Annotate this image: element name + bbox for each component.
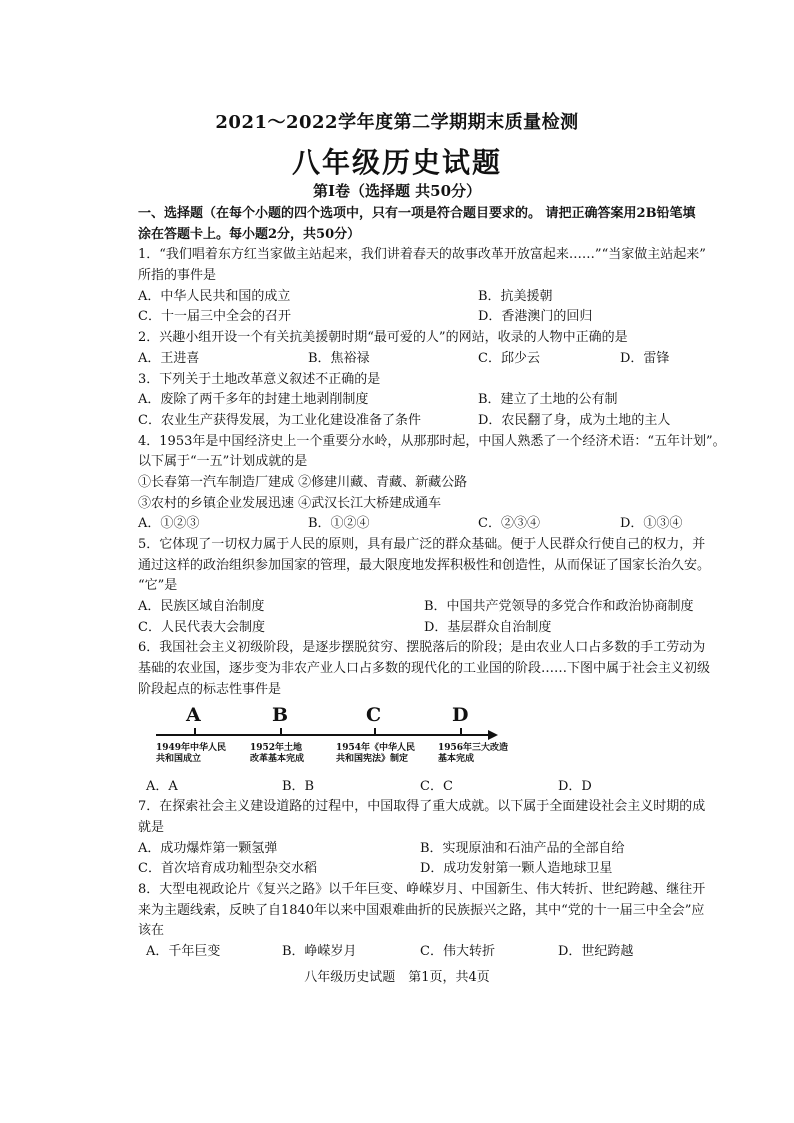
section-heading-line2: 涂在答题卡上。每小题2分，共50分） — [138, 226, 361, 242]
q5-stem-line2: 通过这样的政治组织参加国家的管理，最大限度地发挥积极性和创造性，从而保证了国家长治久安。 — [138, 557, 711, 573]
timeline-event-b-line1: 1952年土地 — [250, 742, 303, 753]
q7-option-b: B．实现原油和石油产品的全部自给 — [420, 840, 625, 856]
q7-option-c: C．首次培育成功籼型杂交水稻 — [138, 861, 317, 877]
q4-stem-line2: 以下属于“一五”计划成就的是 — [138, 454, 308, 470]
q3-option-b: B．建立了土地的公有制 — [478, 392, 618, 408]
q1-stem-line1: 1．“我们唱着东方红当家做主站起来，我们讲着春天的故事改革开放富起来……”“当家做主站起来” — [138, 247, 706, 263]
q7-option-d: D．成功发射第一颗人造地球卫星 — [420, 861, 613, 877]
timeline-letter-a: A — [186, 703, 201, 726]
q5-options-row1 — [138, 597, 766, 618]
q8-option-d: D．世纪跨越 — [558, 944, 634, 959]
q6-option-a: A．A — [146, 778, 178, 794]
q6-options — [138, 777, 766, 798]
q6-option-c: C．C — [420, 778, 453, 794]
q4-stem-line1: 4．1953年是中国经济史上一个重要分水岭，从那那时起，中国人熟悉了一个经济术语：“五年计划”。 — [138, 433, 726, 449]
timeline-letter-b: B — [272, 703, 289, 726]
q4-option-a: A．①②③ — [138, 516, 200, 532]
q5-option-a: A．民族区域自治制度 — [138, 599, 265, 615]
q7-options-row2 — [138, 859, 766, 880]
page-footer: 八年级历史试题 第1页，共4页 — [304, 970, 490, 985]
part-title: 第Ⅰ卷（选择题 共50分） — [312, 182, 482, 200]
q7-stem-line1: 7．在探索社会主义建设道路的过程中，中国取得了重大成就。以下属于全面建设社会主义时期的成 — [138, 799, 706, 815]
timeline-tick — [280, 728, 282, 736]
q5-option-b: B．中国共产党领导的多党合作和政治协商制度 — [424, 599, 694, 615]
q5-stem-line3: “它”是 — [138, 578, 178, 594]
q4-items-line2: ③农村的乡镇企业发展迅速 ④武汉长江大桥建成通车 — [138, 495, 442, 511]
q3-options-row2 — [138, 411, 766, 432]
q4-option-c: C．②③④ — [478, 516, 540, 532]
timeline-event-a-line1: 1949年中华人民 — [156, 742, 227, 753]
timeline-event-a-line2: 共和国成立 — [156, 753, 202, 764]
q6-stem-line1: 6．我国社会主义初级阶段，是逐步摆脱贫穷、摆脱落后的阶段；是由农业人口占多数的手工劳动为 — [138, 640, 706, 656]
q2-option-c: C．邱少云 — [478, 350, 540, 366]
q5-stem-line1: 5．它体现了一切权力属于人民的原则，具有最广泛的群众基础。便于人民群众行使自己的权力，并 — [138, 537, 706, 552]
q4-items-line1: ①长春第一汽车制造厂建成 ②修建川藏、青藏、新藏公路 — [138, 474, 468, 490]
q3-option-c: C．农业生产获得发展，为工业化建设准备了条件 — [138, 412, 421, 428]
timeline-tick — [460, 728, 462, 736]
q6-timeline — [138, 705, 766, 771]
q7-stem-line2: 就是 — [138, 819, 165, 835]
q5-option-c: C．人民代表大会制度 — [138, 619, 265, 635]
q8-stem-line2: 来为主题线索，反映了自1840年以来中国艰难曲折的民族振兴之路，其中“党的十一届三中全会”应 — [138, 902, 705, 918]
q4-option-b: B．①②④ — [308, 516, 370, 532]
q3-option-d: D．农民翻了身，成为土地的主人 — [478, 412, 671, 428]
q5-options-row2 — [138, 618, 766, 639]
q1-option-c: C．十一届三中全会的召开 — [138, 309, 291, 325]
timeline-event-a — [156, 743, 226, 765]
q6-option-b: B．B — [282, 778, 315, 794]
q2-option-a: A．王进喜 — [138, 350, 200, 366]
q8-option-a: A．千年巨变 — [146, 944, 221, 959]
q3-options-row1 — [138, 390, 766, 411]
question-content — [138, 204, 766, 963]
q6-stem-line3: 阶段起点的标志性事件是 — [138, 681, 282, 697]
q2-option-b: B．焦裕禄 — [308, 350, 370, 366]
q6-option-d: D．D — [558, 778, 592, 794]
q6-stem-line2: 基础的农业国，逐步变为非农产业人口占多数的现代化的工业国的阶段……下图中属于社会主义初级 — [138, 661, 711, 677]
q2-options — [138, 349, 766, 370]
timeline-event-b — [250, 743, 304, 765]
timeline-tick — [194, 728, 196, 736]
q7-options-row1 — [138, 839, 766, 860]
q8-option-b: B．峥嵘岁月 — [282, 944, 357, 959]
q1-options-row2 — [138, 307, 766, 328]
q1-option-d: D．香港澳门的回归 — [478, 309, 593, 325]
q3-option-a: A．废除了两千多年的封建土地剥削制度 — [138, 392, 369, 408]
q2-option-d: D．雷锋 — [620, 350, 670, 366]
exam-title: 八年级历史试题 — [291, 146, 502, 179]
q1-options-row1 — [138, 287, 766, 308]
q1-option-a: A．中华人民共和国的成立 — [138, 288, 291, 304]
timeline-event-b-line2: 改革基本完成 — [250, 753, 305, 764]
timeline-event-c-line1: 1954年《中华人民 — [336, 742, 416, 753]
q4-options — [138, 514, 766, 535]
q8-stem-line1: 8．大型电视政论片《复兴之路》以千年巨变、峥嵘岁月、中国新生、伟大转折、世纪跨越、继往开 — [138, 881, 706, 897]
timeline-event-d-line1: 1956年三大改造 — [438, 742, 509, 753]
timeline-tick — [374, 728, 376, 736]
timeline-letter-c: C — [366, 703, 382, 726]
q5-option-d: D．基层群众自治制度 — [424, 619, 552, 635]
timeline-event-c — [336, 743, 415, 765]
timeline-axis — [156, 734, 492, 736]
q1-option-b: B．抗美援朝 — [478, 288, 553, 304]
q4-option-d: D．①③④ — [620, 516, 683, 532]
q3-stem: 3．下列关于土地改革意义叙述不正确的是 — [138, 371, 381, 387]
q7-option-a: A．成功爆炸第一颗氢弹 — [138, 840, 278, 856]
timeline-arrow-icon — [488, 730, 498, 740]
exam-year-line: 2021～2022学年度第二学期期末质量检测 — [215, 112, 579, 133]
timeline-event-d-line2: 基本完成 — [438, 753, 475, 764]
q8-stem-line3: 该在 — [138, 923, 165, 939]
timeline-event-d — [438, 743, 508, 765]
q1-stem-line2: 所指的事件是 — [138, 268, 217, 284]
timeline-letter-d: D — [452, 703, 469, 726]
q8-options — [138, 942, 766, 963]
section-heading-line1: 一、选择题（在每个小题的四个选项中，只有一项是符合题目要求的。 请把正确答案用2B铅笔填 — [138, 206, 696, 221]
q2-stem: 2．兴趣小组开设一个有关抗美援朝时期“最可爱的人”的网站，收录的人物中正确的是 — [138, 330, 628, 346]
timeline-event-c-line2: 共和国宪法》制定 — [336, 753, 409, 764]
q8-option-c: C．伟大转折 — [420, 944, 495, 959]
